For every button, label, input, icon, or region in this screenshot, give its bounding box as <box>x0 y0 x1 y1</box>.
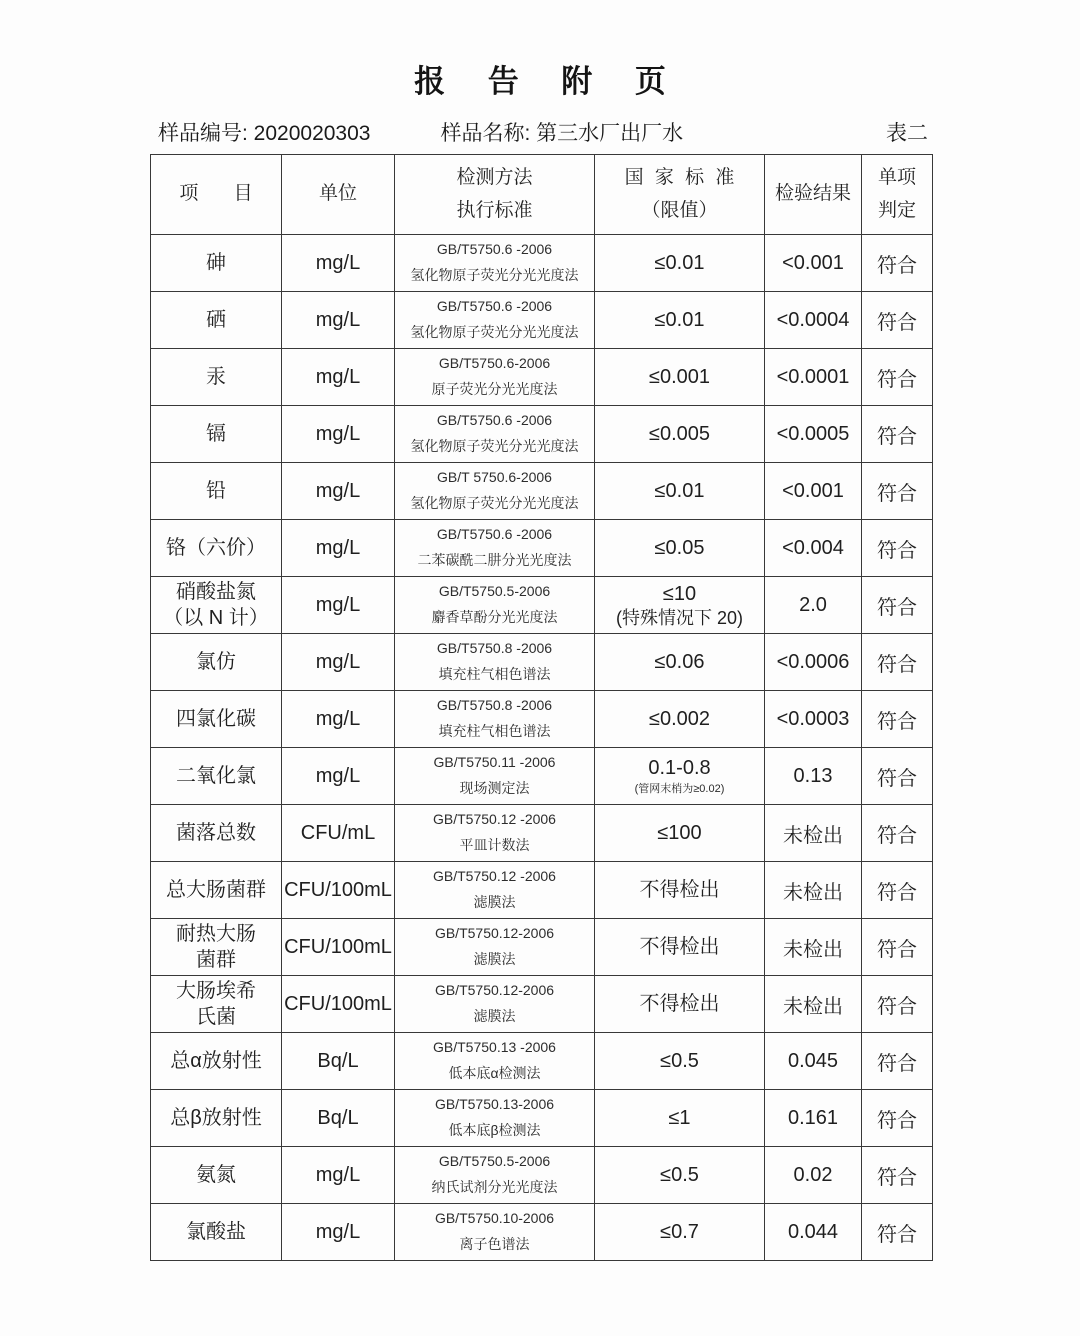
cell-result: <0.001 <box>765 463 862 520</box>
table-row <box>151 292 933 349</box>
cell-item <box>151 235 282 292</box>
cell-unit: mg/L <box>282 235 395 292</box>
cell-standard <box>595 235 765 292</box>
column-header <box>862 155 933 235</box>
cell-judgment: 符合 <box>862 634 933 691</box>
table-row <box>151 805 933 862</box>
table-header <box>151 155 933 235</box>
item-line: 菌落总数 <box>176 821 256 844</box>
cell-result: 未检出 <box>765 805 862 862</box>
table-row <box>151 1147 933 1204</box>
cell-item <box>151 1090 282 1147</box>
cell-judgment: 符合 <box>862 235 933 292</box>
report-table <box>150 154 933 1261</box>
column-header-line: （限值） <box>641 199 718 221</box>
cell-standard <box>595 292 765 349</box>
method-standard-code: GB/T5750.5-2006 <box>438 583 551 600</box>
table-row <box>151 349 933 406</box>
cell-result: 未检出 <box>765 919 862 976</box>
item-line: 汞 <box>206 365 226 388</box>
cell-method <box>395 349 595 406</box>
cell-standard <box>595 862 765 919</box>
table-row <box>151 406 933 463</box>
cell-method <box>395 748 595 805</box>
cell-unit: CFU/mL <box>282 805 395 862</box>
method-standard-code: GB/T5750.12 -2006 <box>433 868 556 885</box>
cell-item <box>151 349 282 406</box>
cell-standard <box>595 805 765 862</box>
cell-judgment: 符合 <box>862 976 933 1033</box>
cell-standard <box>595 1204 765 1261</box>
cell-standard <box>595 1033 765 1090</box>
column-header-line: 国 家 标 准 <box>624 167 738 189</box>
standard-limit: ≤0.01 <box>654 252 705 274</box>
method-standard-code: GB/T5750.8 -2006 <box>436 640 553 657</box>
cell-result: <0.0001 <box>765 349 862 406</box>
cell-item <box>151 1033 282 1090</box>
standard-limit: ≤0.05 <box>654 537 705 559</box>
standard-limit: 不得检出 <box>639 993 720 1015</box>
cell-item <box>151 463 282 520</box>
cell-judgment: 符合 <box>862 862 933 919</box>
cell-judgment: 符合 <box>862 520 933 577</box>
method-name: 滤膜法 <box>473 894 516 910</box>
cell-method <box>395 520 595 577</box>
cell-judgment: 符合 <box>862 805 933 862</box>
standard-limit: ≤100 <box>657 822 702 844</box>
item-line: 总大肠菌群 <box>166 878 266 901</box>
standard-limit: ≤0.06 <box>654 651 705 673</box>
cell-judgment: 符合 <box>862 349 933 406</box>
method-standard-code: GB/T5750.13-2006 <box>434 1096 555 1113</box>
cell-unit: mg/L <box>282 520 395 577</box>
item-line: （以 N 计） <box>163 607 269 629</box>
cell-item <box>151 292 282 349</box>
method-standard-code: GB/T5750.8 -2006 <box>436 697 553 714</box>
standard-limit: ≤0.5 <box>660 1164 699 1186</box>
cell-item <box>151 691 282 748</box>
item-line: 耐热大肠 <box>176 922 256 945</box>
column-header-line: 判定 <box>877 199 916 221</box>
cell-unit: mg/L <box>282 1147 395 1204</box>
table-row <box>151 748 933 805</box>
cell-standard <box>595 406 765 463</box>
method-standard-code: GB/T5750.6-2006 <box>438 355 551 372</box>
cell-item <box>151 976 282 1033</box>
cell-method <box>395 1033 595 1090</box>
standard-limit: ≤0.01 <box>654 309 705 331</box>
cell-method <box>395 1204 595 1261</box>
method-name: 平皿计数法 <box>459 837 530 853</box>
method-standard-code: GB/T5750.6 -2006 <box>436 412 553 429</box>
cell-item <box>151 919 282 976</box>
standard-limit: 0.1-0.8 <box>648 756 711 779</box>
item-line: 总β放射性 <box>170 1106 262 1129</box>
column-header <box>395 155 595 235</box>
cell-unit: Bq/L <box>282 1090 395 1147</box>
cell-judgment: 符合 <box>862 292 933 349</box>
cell-method <box>395 292 595 349</box>
method-standard-code: GB/T5750.11 -2006 <box>433 754 556 771</box>
table-row <box>151 1090 933 1147</box>
cell-method <box>395 634 595 691</box>
cell-result: 未检出 <box>765 976 862 1033</box>
method-standard-code: GB/T5750.6 -2006 <box>436 526 553 543</box>
method-name: 二苯碳酰二肼分光光度法 <box>417 552 572 568</box>
method-name: 原子荧光分光光度法 <box>431 381 558 397</box>
table-row <box>151 919 933 976</box>
table-row <box>151 463 933 520</box>
cell-unit: mg/L <box>282 292 395 349</box>
method-standard-code: GB/T5750.6 -2006 <box>436 298 553 315</box>
cell-standard <box>595 748 765 805</box>
cell-unit: mg/L <box>282 349 395 406</box>
standard-limit: ≤0.01 <box>654 480 705 502</box>
cell-unit: Bq/L <box>282 1033 395 1090</box>
standard-limit: 不得检出 <box>639 936 720 958</box>
table-row <box>151 862 933 919</box>
cell-judgment: 符合 <box>862 691 933 748</box>
method-name: 填充柱气相色谱法 <box>438 666 551 682</box>
cell-standard <box>595 520 765 577</box>
cell-method <box>395 919 595 976</box>
cell-result: 0.02 <box>765 1147 862 1204</box>
cell-standard <box>595 976 765 1033</box>
standard-limit: 不得检出 <box>639 879 720 901</box>
method-standard-code: GB/T5750.12 -2006 <box>433 811 556 828</box>
method-standard-code: GB/T5750.13 -2006 <box>433 1039 556 1056</box>
table-row <box>151 691 933 748</box>
method-name: 填充柱气相色谱法 <box>438 723 551 739</box>
cell-method <box>395 691 595 748</box>
column-header-line: 检验结果 <box>774 183 851 205</box>
cell-item <box>151 805 282 862</box>
column-header <box>282 155 395 235</box>
standard-limit: ≤0.005 <box>648 423 711 445</box>
cell-method <box>395 862 595 919</box>
cell-unit: CFU/100mL <box>282 976 395 1033</box>
standard-limit: ≤10 <box>662 582 697 605</box>
column-header-line: 执行标准 <box>456 199 533 221</box>
standard-limit: ≤0.001 <box>648 366 711 388</box>
method-name: 现场测定法 <box>459 780 530 796</box>
item-line: 二氧化氯 <box>176 764 256 787</box>
method-name: 氢化物原子荧光分光光度法 <box>410 438 579 454</box>
cell-result: <0.0003 <box>765 691 862 748</box>
cell-result: <0.0005 <box>765 406 862 463</box>
cell-judgment: 符合 <box>862 406 933 463</box>
method-standard-code: GB/T5750.10-2006 <box>434 1210 555 1227</box>
method-name: 低本底β检测法 <box>448 1122 541 1138</box>
standard-limit: ≤0.7 <box>660 1221 699 1243</box>
cell-item <box>151 577 282 634</box>
cell-result: 0.045 <box>765 1033 862 1090</box>
cell-result: <0.001 <box>765 235 862 292</box>
cell-method <box>395 235 595 292</box>
table-row <box>151 577 933 634</box>
column-header-line: 项 目 <box>179 183 268 205</box>
item-line: 硒 <box>206 308 226 331</box>
sample-name: 样品名称: 第三水厂出厂水 <box>440 122 684 145</box>
cell-standard <box>595 463 765 520</box>
standard-limit: ≤0.002 <box>648 708 711 730</box>
cell-unit: CFU/100mL <box>282 862 395 919</box>
method-name: 滤膜法 <box>473 1008 516 1024</box>
sample-number: 样品编号: 2020020303 <box>158 122 371 145</box>
item-line: 砷 <box>206 251 226 274</box>
cell-method <box>395 976 595 1033</box>
item-line: 镉 <box>206 422 226 445</box>
method-name: 麝香草酚分光光度法 <box>431 609 558 625</box>
cell-unit: mg/L <box>282 691 395 748</box>
method-name: 低本底α检测法 <box>448 1065 541 1081</box>
table-row <box>151 634 933 691</box>
table-row <box>151 520 933 577</box>
cell-judgment: 符合 <box>862 919 933 976</box>
cell-item <box>151 1147 282 1204</box>
item-line: 氏菌 <box>196 1006 236 1028</box>
cell-result: 未检出 <box>765 862 862 919</box>
method-standard-code: GB/T 5750.6-2006 <box>437 469 552 486</box>
method-name: 纳氏试剂分光光度法 <box>431 1179 558 1195</box>
standard-note: (特殊情况下 20) <box>615 607 743 628</box>
cell-unit: mg/L <box>282 1204 395 1261</box>
cell-unit: mg/L <box>282 577 395 634</box>
method-name: 离子色谱法 <box>459 1236 530 1252</box>
column-header-line: 单位 <box>318 183 357 205</box>
cell-standard <box>595 919 765 976</box>
method-standard-code: GB/T5750.12-2006 <box>434 925 555 942</box>
method-standard-code: GB/T5750.12-2006 <box>434 982 555 999</box>
table-row <box>151 1033 933 1090</box>
cell-item <box>151 862 282 919</box>
item-line: 菌群 <box>196 949 236 971</box>
cell-standard <box>595 349 765 406</box>
cell-method <box>395 577 595 634</box>
page-title: 报 告 附 页 <box>414 64 683 99</box>
method-name: 氢化物原子荧光分光光度法 <box>410 324 579 340</box>
item-line: 铬（六价） <box>166 536 266 559</box>
cell-unit: mg/L <box>282 463 395 520</box>
cell-standard <box>595 634 765 691</box>
cell-judgment: 符合 <box>862 748 933 805</box>
item-line: 氯酸盐 <box>186 1220 246 1243</box>
cell-judgment: 符合 <box>862 463 933 520</box>
cell-result: 2.0 <box>765 577 862 634</box>
cell-method <box>395 406 595 463</box>
cell-item <box>151 1204 282 1261</box>
column-header-line: 检测方法 <box>456 167 533 189</box>
column-header <box>595 155 765 235</box>
method-standard-code: GB/T5750.6 -2006 <box>436 241 553 258</box>
cell-result: <0.004 <box>765 520 862 577</box>
sample-info-bar <box>150 117 932 147</box>
table-body <box>151 235 933 1261</box>
item-line: 大肠埃希 <box>176 979 256 1002</box>
cell-result: <0.0004 <box>765 292 862 349</box>
cell-standard <box>595 691 765 748</box>
cell-method <box>395 1090 595 1147</box>
standard-limit: ≤0.5 <box>660 1050 699 1072</box>
item-line: 硝酸盐氮 <box>176 580 256 603</box>
header-row <box>151 155 933 235</box>
method-name: 氢化物原子荧光分光光度法 <box>410 267 579 283</box>
cell-judgment: 符合 <box>862 1090 933 1147</box>
cell-judgment: 符合 <box>862 577 933 634</box>
cell-standard <box>595 1147 765 1204</box>
method-standard-code: GB/T5750.5-2006 <box>438 1153 551 1170</box>
table-row <box>151 235 933 292</box>
cell-judgment: 符合 <box>862 1147 933 1204</box>
cell-standard <box>595 1090 765 1147</box>
cell-standard <box>595 577 765 634</box>
column-header-line: 单项 <box>877 167 916 189</box>
method-name: 滤膜法 <box>473 951 516 967</box>
table-row <box>151 976 933 1033</box>
cell-item <box>151 520 282 577</box>
table-label: 表二 <box>886 122 928 145</box>
cell-judgment: 符合 <box>862 1204 933 1261</box>
column-header <box>765 155 862 235</box>
cell-judgment: 符合 <box>862 1033 933 1090</box>
item-line: 铅 <box>206 479 226 502</box>
cell-method <box>395 1147 595 1204</box>
cell-unit: mg/L <box>282 406 395 463</box>
table-row <box>151 1204 933 1261</box>
method-name: 氢化物原子荧光分光光度法 <box>410 495 579 511</box>
cell-item <box>151 634 282 691</box>
standard-note: (管网末梢为≥0.02) <box>634 782 725 795</box>
item-line: 氨氮 <box>196 1163 236 1186</box>
cell-method <box>395 463 595 520</box>
cell-result: <0.0006 <box>765 634 862 691</box>
cell-result: 0.044 <box>765 1204 862 1261</box>
cell-method <box>395 805 595 862</box>
cell-result: 0.13 <box>765 748 862 805</box>
cell-unit: mg/L <box>282 634 395 691</box>
item-line: 总α放射性 <box>170 1049 262 1072</box>
cell-unit: CFU/100mL <box>282 919 395 976</box>
column-header <box>151 155 282 235</box>
item-line: 氯仿 <box>196 650 236 673</box>
cell-unit: mg/L <box>282 748 395 805</box>
cell-item <box>151 748 282 805</box>
cell-result: 0.161 <box>765 1090 862 1147</box>
cell-item <box>151 406 282 463</box>
standard-limit: ≤1 <box>668 1107 691 1129</box>
item-line: 四氯化碳 <box>176 707 256 730</box>
